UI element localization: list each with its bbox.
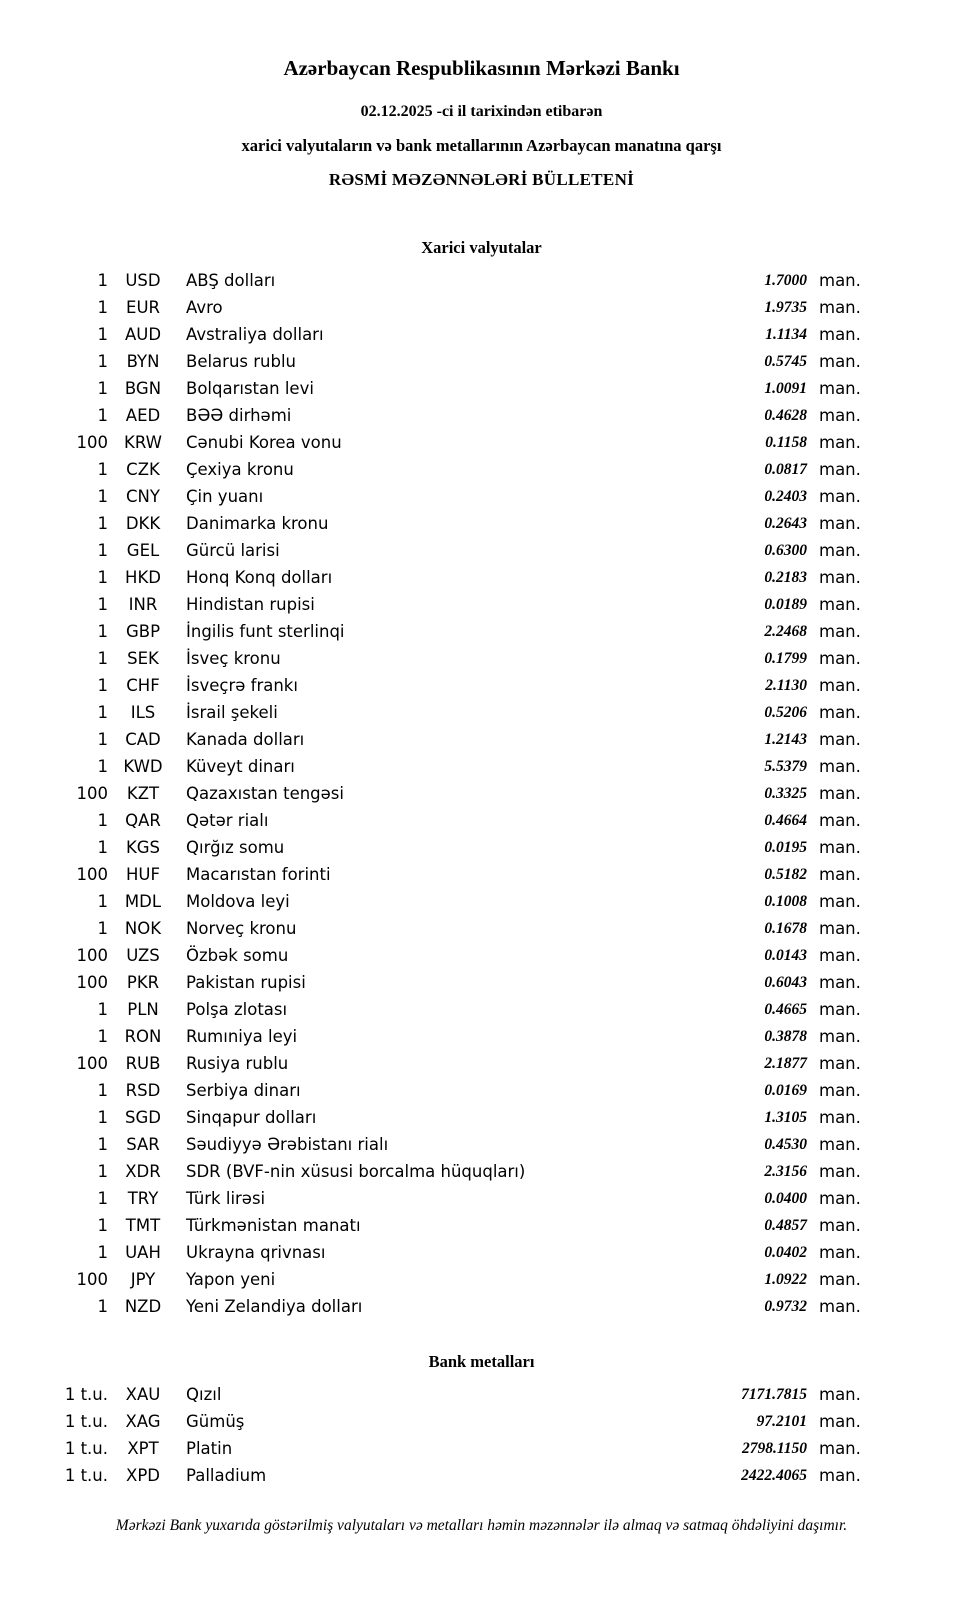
currency-code-cell: BYN	[126, 352, 160, 371]
currency-name-cell: İngilis funt sterlinqi	[186, 622, 345, 641]
currency-name-cell: SDR (BVF-nin xüsusi borcalma hüquqları)	[186, 1162, 526, 1181]
quantity-cell: 1	[97, 730, 108, 749]
currency-code-cell: KWD	[123, 757, 163, 776]
currency-name-cell: Yapon yeni	[186, 1270, 276, 1289]
quantity-cell: 1	[97, 1081, 108, 1100]
unit-cell: man.	[819, 1216, 861, 1235]
rate-row	[0, 618, 873, 645]
currencies-table	[0, 267, 963, 1320]
currency-name-cell: Moldova leyi	[186, 892, 290, 911]
currency-name-cell: Sinqapur dolları	[186, 1108, 317, 1127]
rate-value-cell: 2422.4065	[741, 1467, 807, 1484]
rate-row	[0, 753, 873, 780]
rate-value-cell: 0.5745	[764, 353, 807, 370]
currency-code-cell: AUD	[124, 325, 162, 344]
currency-code-cell: XPD	[126, 1466, 160, 1485]
rate-row	[0, 915, 873, 942]
unit-cell: man.	[819, 892, 861, 911]
currency-code-cell: BGN	[124, 379, 162, 398]
quantity-cell: 1	[97, 649, 108, 668]
rate-row	[0, 1104, 873, 1131]
rate-value-cell: 1.1134	[765, 326, 807, 343]
rate-value-cell: 2.1877	[764, 1055, 807, 1072]
rate-value-cell: 0.0195	[764, 839, 807, 856]
rate-row	[0, 1239, 873, 1266]
currency-name-cell: Ukrayna qrivnası	[186, 1243, 326, 1262]
rate-value-cell: 0.2183	[764, 569, 807, 586]
rate-value-cell: 1.7000	[764, 272, 807, 289]
rate-value-cell: 1.9735	[764, 299, 807, 316]
rate-row	[0, 483, 873, 510]
unit-cell: man.	[819, 973, 861, 992]
currency-code-cell: QAR	[125, 811, 161, 830]
currency-name-cell: Qızıl	[186, 1385, 222, 1404]
quantity-cell: 1	[97, 271, 108, 290]
currency-name-cell: Palladium	[186, 1466, 267, 1485]
currency-code-cell: TRY	[127, 1189, 159, 1208]
unit-cell: man.	[819, 1270, 861, 1289]
rate-row	[0, 375, 873, 402]
currency-name-cell: Belarus rublu	[186, 352, 297, 371]
quantity-cell: 1 t.u.	[64, 1466, 108, 1485]
quantity-cell: 1 t.u.	[64, 1439, 108, 1458]
quantity-cell: 1	[97, 379, 108, 398]
currency-code-cell: MDL	[124, 892, 162, 911]
quantity-cell: 1	[97, 298, 108, 317]
unit-cell: man.	[819, 298, 861, 317]
unit-cell: man.	[819, 1189, 861, 1208]
currency-code-cell: INR	[128, 595, 158, 614]
rate-row	[0, 348, 873, 375]
currency-code-cell: KZT	[126, 784, 160, 803]
rate-value-cell: 0.4664	[764, 812, 807, 829]
quantity-cell: 1	[97, 1189, 108, 1208]
currency-code-cell: KGS	[125, 838, 161, 857]
quantity-cell: 100	[76, 1054, 108, 1073]
quantity-cell: 1	[97, 703, 108, 722]
quantity-cell: 1	[97, 460, 108, 479]
rate-row	[0, 1050, 873, 1077]
currency-code-cell: JPY	[130, 1270, 156, 1289]
rate-row	[0, 780, 873, 807]
quantity-cell: 1	[97, 919, 108, 938]
rate-value-cell: 0.4665	[764, 1001, 807, 1018]
currency-name-cell: ABŞ dolları	[186, 271, 276, 290]
currency-name-cell: Çexiya kronu	[186, 460, 294, 479]
currency-code-cell: RUB	[125, 1054, 161, 1073]
currency-name-cell: Honq Konq dolları	[186, 568, 333, 587]
currency-name-cell: Qırğız somu	[186, 838, 285, 857]
unit-cell: man.	[819, 703, 861, 722]
rate-row	[0, 1293, 873, 1320]
currency-name-cell: Rusiya rublu	[186, 1054, 289, 1073]
rate-value-cell: 2.2468	[764, 623, 807, 640]
currency-code-cell: XAG	[125, 1412, 161, 1431]
quantity-cell: 1 t.u.	[64, 1412, 108, 1431]
date-line: 02.12.2025 -ci il tarixindən etibarən	[360, 103, 603, 120]
rate-row	[0, 1462, 873, 1489]
rate-value-cell: 0.0169	[764, 1082, 807, 1099]
quantity-cell: 1	[97, 406, 108, 425]
currency-code-cell: GBP	[125, 622, 161, 641]
rate-value-cell: 0.5206	[764, 704, 807, 721]
quantity-cell: 1	[97, 595, 108, 614]
metals-section-title: Bank metalları	[428, 1352, 535, 1371]
quantity-cell: 100	[76, 1270, 108, 1289]
unit-cell: man.	[819, 460, 861, 479]
rate-value-cell: 0.3878	[764, 1028, 807, 1045]
unit-cell: man.	[819, 1108, 861, 1127]
currency-name-cell: Qazaxıstan tengəsi	[186, 784, 344, 803]
unit-cell: man.	[819, 1162, 861, 1181]
currency-code-cell: ILS	[130, 703, 156, 722]
currency-code-cell: XDR	[125, 1162, 161, 1181]
quantity-cell: 1	[97, 892, 108, 911]
unit-cell: man.	[819, 730, 861, 749]
quantity-cell: 1	[97, 1000, 108, 1019]
quantity-cell: 1	[97, 487, 108, 506]
rate-value-cell: 1.0091	[764, 380, 807, 397]
unit-cell: man.	[819, 1054, 861, 1073]
rate-row	[0, 294, 873, 321]
currency-code-cell: PKR	[126, 973, 160, 992]
currency-code-cell: NZD	[124, 1297, 162, 1316]
unit-cell: man.	[819, 1466, 861, 1485]
rate-value-cell: 97.2101	[756, 1413, 807, 1430]
quantity-cell: 100	[76, 433, 108, 452]
rate-row	[0, 591, 873, 618]
rate-row	[0, 1185, 873, 1212]
unit-cell: man.	[819, 811, 861, 830]
rate-value-cell: 0.9732	[764, 1298, 807, 1315]
quantity-cell: 1	[97, 838, 108, 857]
rate-value-cell: 0.0402	[764, 1244, 807, 1261]
subtitle-line: xarici valyutaların və bank metallarının Azərbaycan manatına qarşı	[241, 136, 722, 155]
rate-value-cell: 1.0922	[764, 1271, 807, 1288]
currency-code-cell: AED	[125, 406, 161, 425]
currency-name-cell: Yeni Zelandiya dolları	[186, 1297, 363, 1316]
currency-name-cell: Kanada dolları	[186, 730, 305, 749]
unit-cell: man.	[819, 946, 861, 965]
unit-cell: man.	[819, 1027, 861, 1046]
unit-cell: man.	[819, 1412, 861, 1431]
bulletin-title: RƏSMİ MƏZƏNNƏLƏRİ BÜLLETENİ	[328, 170, 635, 189]
unit-cell: man.	[819, 541, 861, 560]
quantity-cell: 1	[97, 325, 108, 344]
currency-name-cell: Özbək somu	[186, 946, 289, 965]
currency-name-cell: Platin	[186, 1439, 233, 1458]
currency-code-cell: CNY	[126, 487, 160, 506]
currency-name-cell: BƏƏ dirhəmi	[186, 406, 292, 425]
currency-code-cell: UAH	[125, 1243, 161, 1262]
rate-row	[0, 1158, 873, 1185]
rate-row	[0, 726, 873, 753]
rate-value-cell: 0.4857	[764, 1217, 807, 1234]
rate-value-cell: 0.0817	[764, 461, 807, 478]
quantity-cell: 1	[97, 1243, 108, 1262]
rate-value-cell: 2.1130	[765, 677, 807, 694]
currency-code-cell: EUR	[126, 298, 160, 317]
rate-row	[0, 1381, 873, 1408]
quantity-cell: 1 t.u.	[64, 1385, 108, 1404]
currency-code-cell: PLN	[127, 1000, 159, 1019]
currency-code-cell: CHF	[126, 676, 160, 695]
rate-row	[0, 888, 873, 915]
unit-cell: man.	[819, 1385, 861, 1404]
rate-value-cell: 7171.7815	[741, 1386, 807, 1403]
currency-code-cell: DKK	[125, 514, 161, 533]
rate-row	[0, 1408, 873, 1435]
currency-code-cell: RON	[124, 1027, 162, 1046]
quantity-cell: 1	[97, 1108, 108, 1127]
rate-row	[0, 1212, 873, 1239]
currency-name-cell: Türkmənistan manatı	[186, 1216, 361, 1235]
quantity-cell: 100	[76, 784, 108, 803]
currency-code-cell: CZK	[126, 460, 160, 479]
rate-row	[0, 564, 873, 591]
currency-code-cell: CAD	[125, 730, 161, 749]
currency-code-cell: SAR	[126, 1135, 160, 1154]
rate-value-cell: 2.3156	[764, 1163, 807, 1180]
rate-row	[0, 969, 873, 996]
unit-cell: man.	[819, 406, 861, 425]
quantity-cell: 1	[97, 811, 108, 830]
rate-value-cell: 0.2403	[764, 488, 807, 505]
unit-cell: man.	[819, 865, 861, 884]
unit-cell: man.	[819, 1000, 861, 1019]
unit-cell: man.	[819, 514, 861, 533]
rate-row	[0, 402, 873, 429]
page-title: Azərbaycan Respublikasının Mərkəzi Bankı	[283, 56, 680, 80]
quantity-cell: 1	[97, 1135, 108, 1154]
currency-name-cell: İsveç kronu	[186, 649, 281, 668]
rate-row	[0, 1435, 873, 1462]
currency-name-cell: Cənubi Korea vonu	[186, 433, 342, 452]
unit-cell: man.	[819, 1297, 861, 1316]
currency-name-cell: Macarıstan forinti	[186, 865, 331, 884]
rate-row	[0, 1131, 873, 1158]
quantity-cell: 1	[97, 568, 108, 587]
currencies-section-title: Xarici valyutalar	[421, 238, 542, 257]
currency-name-cell: Serbiya dinarı	[186, 1081, 301, 1100]
currency-name-cell: İsrail şekeli	[186, 703, 278, 722]
unit-cell: man.	[819, 595, 861, 614]
currency-code-cell: KRW	[124, 433, 162, 452]
currency-name-cell: Bolqarıstan levi	[186, 379, 314, 398]
currency-code-cell: RSD	[125, 1081, 161, 1100]
rate-value-cell: 0.6300	[764, 542, 807, 559]
rate-row	[0, 456, 873, 483]
rate-row	[0, 942, 873, 969]
rate-row	[0, 510, 873, 537]
rate-row	[0, 1023, 873, 1050]
currency-code-cell: UZS	[126, 946, 160, 965]
rate-value-cell: 0.6043	[764, 974, 807, 991]
quantity-cell: 1	[97, 1027, 108, 1046]
quantity-cell: 1	[97, 676, 108, 695]
rate-value-cell: 0.5182	[764, 866, 807, 883]
currency-code-cell: TMT	[125, 1216, 161, 1235]
rate-value-cell: 0.1678	[764, 920, 807, 937]
rate-value-cell: 0.1158	[765, 434, 807, 451]
rate-value-cell: 0.4628	[764, 407, 807, 424]
rate-value-cell: 0.1008	[764, 893, 807, 910]
unit-cell: man.	[819, 325, 861, 344]
currency-code-cell: XPT	[127, 1439, 159, 1458]
unit-cell: man.	[819, 622, 861, 641]
quantity-cell: 1	[97, 1297, 108, 1316]
rate-row	[0, 807, 873, 834]
unit-cell: man.	[819, 568, 861, 587]
quantity-cell: 1	[97, 541, 108, 560]
rate-row	[0, 1266, 873, 1293]
unit-cell: man.	[819, 757, 861, 776]
unit-cell: man.	[819, 676, 861, 695]
unit-cell: man.	[819, 1081, 861, 1100]
metals-table	[0, 1381, 963, 1489]
currency-code-cell: SEK	[127, 649, 159, 668]
rate-value-cell: 0.4530	[764, 1136, 807, 1153]
currency-name-cell: Pakistan rupisi	[186, 973, 306, 992]
rate-value-cell: 0.0189	[764, 596, 807, 613]
unit-cell: man.	[819, 352, 861, 371]
quantity-cell: 1	[97, 757, 108, 776]
currency-name-cell: Norveç kronu	[186, 919, 297, 938]
rate-row	[0, 537, 873, 564]
quantity-cell: 1	[97, 622, 108, 641]
rate-row	[0, 321, 873, 348]
rate-row	[0, 429, 873, 456]
footer-note: Mərkəzi Bank yuxarıda göstərilmiş valyutaları və metalları həmin məzənnələr ilə almaq və satmaq öhdəliyini daşımır.	[115, 1517, 848, 1534]
rate-value-cell: 1.2143	[764, 731, 807, 748]
unit-cell: man.	[819, 1439, 861, 1458]
quantity-cell: 100	[76, 973, 108, 992]
rate-value-cell: 0.0143	[764, 947, 807, 964]
currency-name-cell: Gürcü larisi	[186, 541, 280, 560]
quantity-cell: 1	[97, 514, 108, 533]
quantity-cell: 1	[97, 352, 108, 371]
currency-code-cell: HKD	[125, 568, 161, 587]
currency-name-cell: Polşa zlotası	[186, 1000, 288, 1019]
currency-name-cell: Səudiyyə Ərəbistanı rialı	[186, 1135, 389, 1154]
unit-cell: man.	[819, 919, 861, 938]
rate-row	[0, 699, 873, 726]
unit-cell: man.	[819, 649, 861, 668]
currency-code-cell: XAU	[125, 1385, 161, 1404]
rate-value-cell: 0.3325	[764, 785, 807, 802]
rate-row	[0, 996, 873, 1023]
rate-row	[0, 645, 873, 672]
rate-row	[0, 834, 873, 861]
currency-code-cell: SGD	[125, 1108, 161, 1127]
currency-name-cell: Danimarka kronu	[186, 514, 329, 533]
currency-code-cell: GEL	[126, 541, 160, 560]
currency-name-cell: Avro	[186, 298, 223, 317]
unit-cell: man.	[819, 784, 861, 803]
rate-value-cell: 0.2643	[764, 515, 807, 532]
rate-row	[0, 1077, 873, 1104]
rate-row	[0, 267, 873, 294]
currency-name-cell: Gümüş	[186, 1412, 245, 1431]
currency-name-cell: Hindistan rupisi	[186, 595, 315, 614]
unit-cell: man.	[819, 271, 861, 290]
currency-name-cell: Çin yuanı	[186, 487, 264, 506]
unit-cell: man.	[819, 1243, 861, 1262]
currency-name-cell: Rumıniya leyi	[186, 1027, 298, 1046]
unit-cell: man.	[819, 487, 861, 506]
currency-name-cell: Küveyt dinarı	[186, 757, 295, 776]
currency-name-cell: Avstraliya dolları	[186, 325, 324, 344]
rate-value-cell: 0.0400	[764, 1190, 807, 1207]
quantity-cell: 1	[97, 1216, 108, 1235]
unit-cell: man.	[819, 433, 861, 452]
quantity-cell: 100	[76, 946, 108, 965]
rate-value-cell: 2798.1150	[741, 1440, 807, 1457]
currency-code-cell: USD	[125, 271, 161, 290]
quantity-cell: 100	[76, 865, 108, 884]
currency-code-cell: HUF	[126, 865, 160, 884]
rate-value-cell: 1.3105	[764, 1109, 807, 1126]
rate-value-cell: 0.1799	[764, 650, 807, 667]
rate-row	[0, 672, 873, 699]
rate-value-cell: 5.5379	[764, 758, 807, 775]
quantity-cell: 1	[97, 1162, 108, 1181]
unit-cell: man.	[819, 838, 861, 857]
unit-cell: man.	[819, 379, 861, 398]
currency-name-cell: İsveçrə frankı	[186, 676, 298, 695]
currency-code-cell: NOK	[124, 919, 162, 938]
currency-name-cell: Türk lirəsi	[186, 1189, 266, 1208]
unit-cell: man.	[819, 1135, 861, 1154]
currency-name-cell: Qətər rialı	[186, 811, 269, 830]
rate-row	[0, 861, 873, 888]
